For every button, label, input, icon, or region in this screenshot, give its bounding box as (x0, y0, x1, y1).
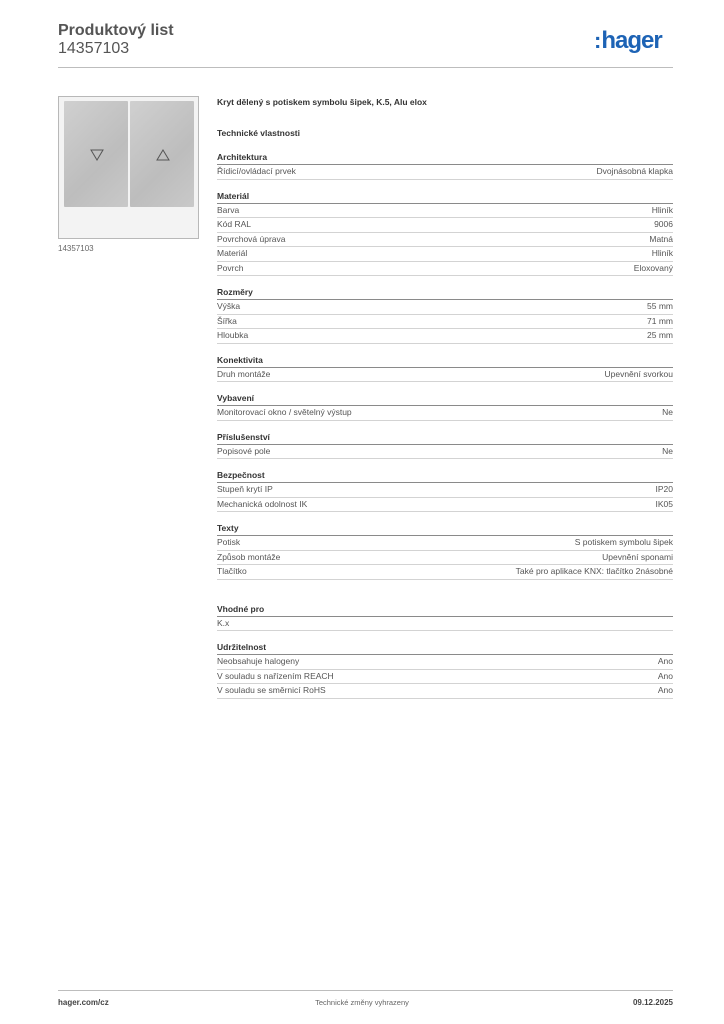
spec-value: Matná (649, 233, 673, 244)
arrow-up-icon (156, 149, 170, 161)
spec-value: 9006 (654, 219, 673, 229)
spec-label: Monitorovací okno / světelný výstup (217, 407, 352, 417)
spec-row (217, 670, 673, 685)
spec-row (217, 406, 673, 421)
section-vybaveni (217, 393, 673, 421)
spec-value: Upevnění svorkou (604, 368, 673, 379)
spec-row (217, 300, 673, 315)
spec-row (217, 445, 673, 460)
spec-row (217, 684, 673, 699)
spec-value: Hliník (651, 248, 673, 258)
section-title: Architektura (217, 152, 673, 165)
footer-divider (58, 990, 673, 991)
spec-row (217, 498, 673, 513)
section-material (217, 191, 673, 277)
spec-row (217, 247, 673, 262)
spec-label: V souladu s nařízením REACH (217, 670, 334, 681)
spec-row (217, 483, 673, 498)
spec-label: Druh montáže (217, 368, 271, 379)
spec-label: Povrch (217, 262, 244, 273)
spec-row (217, 262, 673, 277)
section-title: Materiál (217, 191, 673, 204)
spec-row (217, 655, 673, 670)
hager-logo: :hager (594, 27, 662, 54)
product-number: 14357103 (58, 40, 130, 57)
spec-value: Ano (657, 670, 673, 681)
spec-label: Hloubka (217, 330, 249, 340)
tech-properties-heading: Technické vlastnosti (217, 128, 300, 138)
spec-row (217, 233, 673, 248)
spec-value: Ano (657, 656, 673, 666)
spec-value: 71 mm (647, 315, 673, 326)
left-rocker-plate (64, 101, 128, 207)
footer-website-link[interactable]: hager.com/cz (58, 998, 109, 1007)
spec-value: IP20 (655, 484, 673, 494)
spec-row (217, 551, 673, 566)
spec-row (217, 536, 673, 551)
spec-value: 55 mm (647, 301, 673, 311)
spec-label: Potisk (217, 537, 241, 547)
spec-label: Stupeň krytí IP (217, 484, 273, 494)
page-title: Produktový list (58, 22, 174, 39)
spec-label: Barva (217, 204, 240, 215)
section-title: Rozměry (217, 287, 673, 300)
section-title: Příslušenství (217, 432, 673, 445)
header-divider (58, 67, 673, 68)
spec-content (217, 96, 673, 699)
spec-row (217, 617, 673, 632)
spec-row (217, 565, 673, 580)
product-image (58, 96, 199, 239)
section-architektura (217, 152, 673, 180)
spec-value: Ano (657, 685, 673, 695)
spec-label: Popisové pole (217, 445, 271, 456)
spec-value: Eloxovaný (633, 262, 673, 273)
spec-row (217, 315, 673, 330)
section-konektivita (217, 355, 673, 383)
spec-value: Dvojnásobná klapka (596, 166, 673, 176)
spec-value: Také pro aplikace KNX: tlačítko 2násobné (515, 566, 673, 576)
section-rozmery (217, 287, 673, 344)
section-title: Vhodné pro (217, 604, 673, 617)
spec-row (217, 165, 673, 180)
section-prislusenstvi (217, 432, 673, 460)
logo-text: hager (601, 27, 662, 54)
section-vhodne-pro (217, 604, 673, 632)
spec-label: Způsob montáže (217, 551, 281, 562)
section-texty (217, 523, 673, 580)
section-udrzitelnost (217, 642, 673, 699)
spec-label: V souladu se směrnicí RoHS (217, 685, 326, 695)
arrow-down-icon (90, 149, 104, 161)
spec-value: Ne (662, 445, 673, 456)
spec-value: Hliník (651, 204, 673, 215)
section-bezpecnost (217, 470, 673, 512)
product-name: Kryt dělený s potiskem symbolu šipek, K.5, Alu elox (217, 97, 427, 107)
spec-label: Šířka (217, 315, 237, 326)
spec-value: 25 mm (647, 330, 673, 340)
spec-label: Materiál (217, 248, 248, 258)
spec-row (217, 204, 673, 219)
section-title: Konektivita (217, 355, 673, 368)
spec-row (217, 218, 673, 233)
section-title: Texty (217, 523, 673, 536)
spec-label: Neobsahuje halogeny (217, 656, 300, 666)
spec-value: IK05 (655, 498, 673, 509)
spec-label: Kód RAL (217, 219, 252, 229)
spec-label: Povrchová úprava (217, 233, 286, 244)
spec-label: Výška (217, 301, 241, 311)
section-title: Vybavení (217, 393, 673, 406)
spec-label: K.x (217, 617, 230, 628)
spec-label: Mechanická odolnost IK (217, 498, 308, 509)
spec-value: S potiskem symbolu šipek (574, 537, 673, 547)
spec-label: Řídicí/ovládací prvek (217, 166, 296, 176)
right-rocker-plate (130, 101, 194, 207)
spec-value: Ne (662, 407, 673, 417)
spec-row (217, 329, 673, 344)
spec-value: Upevnění sponami (602, 551, 673, 562)
spec-label: Tlačítko (217, 566, 247, 576)
section-title: Bezpečnost (217, 470, 673, 483)
footer-date: 09.12.2025 (632, 998, 673, 1007)
image-caption: 14357103 (58, 244, 94, 253)
section-title: Udržitelnost (217, 642, 673, 655)
footer-notice: Technické změny vyhrazeny (315, 998, 409, 1007)
spec-row (217, 368, 673, 383)
